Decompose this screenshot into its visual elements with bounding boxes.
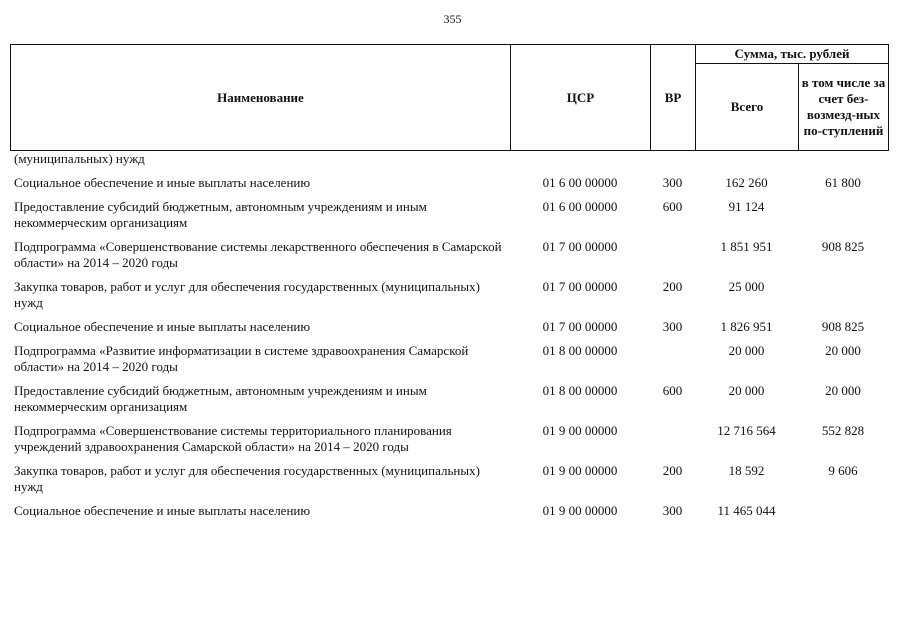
- cell-bez: 908 825: [821, 319, 865, 334]
- cell-vr: [650, 343, 695, 375]
- row-spacer: [10, 191, 888, 199]
- cell-name: Социальное обеспечение и иные выплаты населению: [14, 503, 311, 518]
- cell-csr: 01 6 00 00000: [542, 199, 618, 214]
- table-row: [10, 423, 888, 455]
- cell-bez: 552 828: [821, 423, 865, 438]
- table-row: [10, 151, 888, 167]
- cell-csr: 01 7 00 00000: [542, 239, 618, 254]
- cell-name: Предоставление субсидий бюджетным, автономным учреждениям и иным некоммерческим организациям: [14, 383, 427, 414]
- column-header-total: Всего: [696, 64, 799, 151]
- cell-total: 91 124: [728, 199, 765, 214]
- row-spacer-cell: [10, 191, 888, 199]
- cell-vr: [650, 239, 695, 271]
- cell-bez: [798, 279, 888, 311]
- cell-csr: [510, 151, 650, 167]
- cell-bez: 61 800: [825, 175, 861, 190]
- row-spacer-cell: [10, 375, 888, 383]
- row-spacer-cell: [10, 271, 888, 279]
- cell-name: (муниципальных) нужд: [14, 151, 145, 166]
- cell-name: Закупка товаров, работ и услуг для обеспечения государственных (муниципальных) нужд: [14, 279, 480, 310]
- cell-total: [695, 151, 798, 167]
- cell-csr: 01 7 00 00000: [542, 279, 618, 294]
- cell-bez: [798, 199, 888, 231]
- cell-vr: 200: [662, 279, 683, 294]
- cell-csr: 01 6 00 00000: [542, 175, 618, 190]
- cell-vr: [650, 423, 695, 455]
- cell-vr: 300: [662, 319, 683, 334]
- cell-name: Закупка товаров, работ и услуг для обеспечения государственных (муниципальных) нужд: [14, 463, 480, 494]
- cell-csr: 01 7 00 00000: [542, 319, 618, 334]
- cell-total: 20 000: [728, 343, 765, 358]
- row-spacer-cell: [10, 231, 888, 239]
- cell-csr: 01 9 00 00000: [542, 503, 618, 518]
- cell-bez: 20 000: [825, 383, 861, 398]
- cell-total: 1 826 951: [720, 319, 773, 334]
- column-header-vr: ВР: [651, 45, 696, 151]
- cell-total: 11 465 044: [717, 503, 776, 518]
- cell-bez: [798, 503, 888, 519]
- row-spacer-cell: [10, 311, 888, 319]
- column-header-csr: ЦСР: [511, 45, 651, 151]
- table-header: [10, 44, 889, 151]
- cell-name: Подпрограмма «Совершенствование системы лекарственного обеспечения в Самарской области» на 2014 – 2020 годы: [14, 239, 502, 270]
- row-spacer-cell: [10, 335, 888, 343]
- cell-vr: 600: [662, 199, 683, 214]
- cell-total: 25 000: [728, 279, 765, 294]
- row-spacer: [10, 415, 888, 423]
- cell-csr: 01 9 00 00000: [542, 423, 618, 438]
- page-number: 355: [443, 12, 462, 26]
- cell-vr: 300: [662, 175, 683, 190]
- table-row: [10, 503, 888, 519]
- row-spacer: [10, 231, 888, 239]
- column-header-bez: в том числе за счет без-возмезд-ных по-ступлений: [799, 64, 889, 151]
- table-row: [10, 279, 888, 311]
- row-spacer: [10, 271, 888, 279]
- cell-name: Социальное обеспечение и иные выплаты населению: [14, 175, 311, 190]
- cell-name: Подпрограмма «Развитие информатизации в системе здравоохранения Самарской области» на 2014 – 2020 годы: [14, 343, 469, 374]
- cell-bez: 9 606: [828, 463, 858, 478]
- cell-name: Предоставление субсидий бюджетным, автономным учреждениям и иным некоммерческим организациям: [14, 199, 427, 230]
- row-spacer-cell: [10, 167, 888, 175]
- table-row: [10, 463, 888, 495]
- row-spacer: [10, 495, 888, 503]
- table-row: [10, 239, 888, 271]
- row-spacer: [10, 167, 888, 175]
- cell-bez: 908 825: [821, 239, 865, 254]
- budget-table: [10, 151, 888, 519]
- cell-total: 1 851 951: [720, 239, 773, 254]
- table-row: [10, 343, 888, 375]
- cell-name: Социальное обеспечение и иные выплаты населению: [14, 319, 311, 334]
- cell-vr: 200: [662, 463, 683, 478]
- cell-name: Подпрограмма «Совершенствование системы территориального планирования учреждений здравоохранения Самарской области» на 2014 – 2020 годы: [14, 423, 452, 454]
- row-spacer: [10, 311, 888, 319]
- cell-total: 18 592: [728, 463, 765, 478]
- row-spacer: [10, 375, 888, 383]
- cell-total: 162 260: [725, 175, 768, 190]
- cell-vr: 600: [662, 383, 683, 398]
- row-spacer-cell: [10, 495, 888, 503]
- cell-total: 12 716 564: [717, 423, 776, 438]
- row-spacer-cell: [10, 455, 888, 463]
- cell-bez: 20 000: [825, 343, 861, 358]
- row-spacer-cell: [10, 415, 888, 423]
- column-header-name: Наименование: [11, 45, 511, 151]
- cell-csr: 01 9 00 00000: [542, 463, 618, 478]
- table-body: [10, 151, 888, 519]
- cell-bez: [798, 151, 888, 167]
- table-row: [10, 319, 888, 335]
- column-header-sum: Сумма, тыс. рублей: [696, 45, 889, 64]
- cell-csr: 01 8 00 00000: [542, 343, 618, 358]
- table-row: [10, 199, 888, 231]
- cell-total: 20 000: [728, 383, 765, 398]
- cell-vr: [650, 151, 695, 167]
- row-spacer: [10, 335, 888, 343]
- table-row: [10, 383, 888, 415]
- row-spacer: [10, 455, 888, 463]
- cell-vr: 300: [662, 503, 683, 518]
- table-row: [10, 175, 888, 191]
- cell-csr: 01 8 00 00000: [542, 383, 618, 398]
